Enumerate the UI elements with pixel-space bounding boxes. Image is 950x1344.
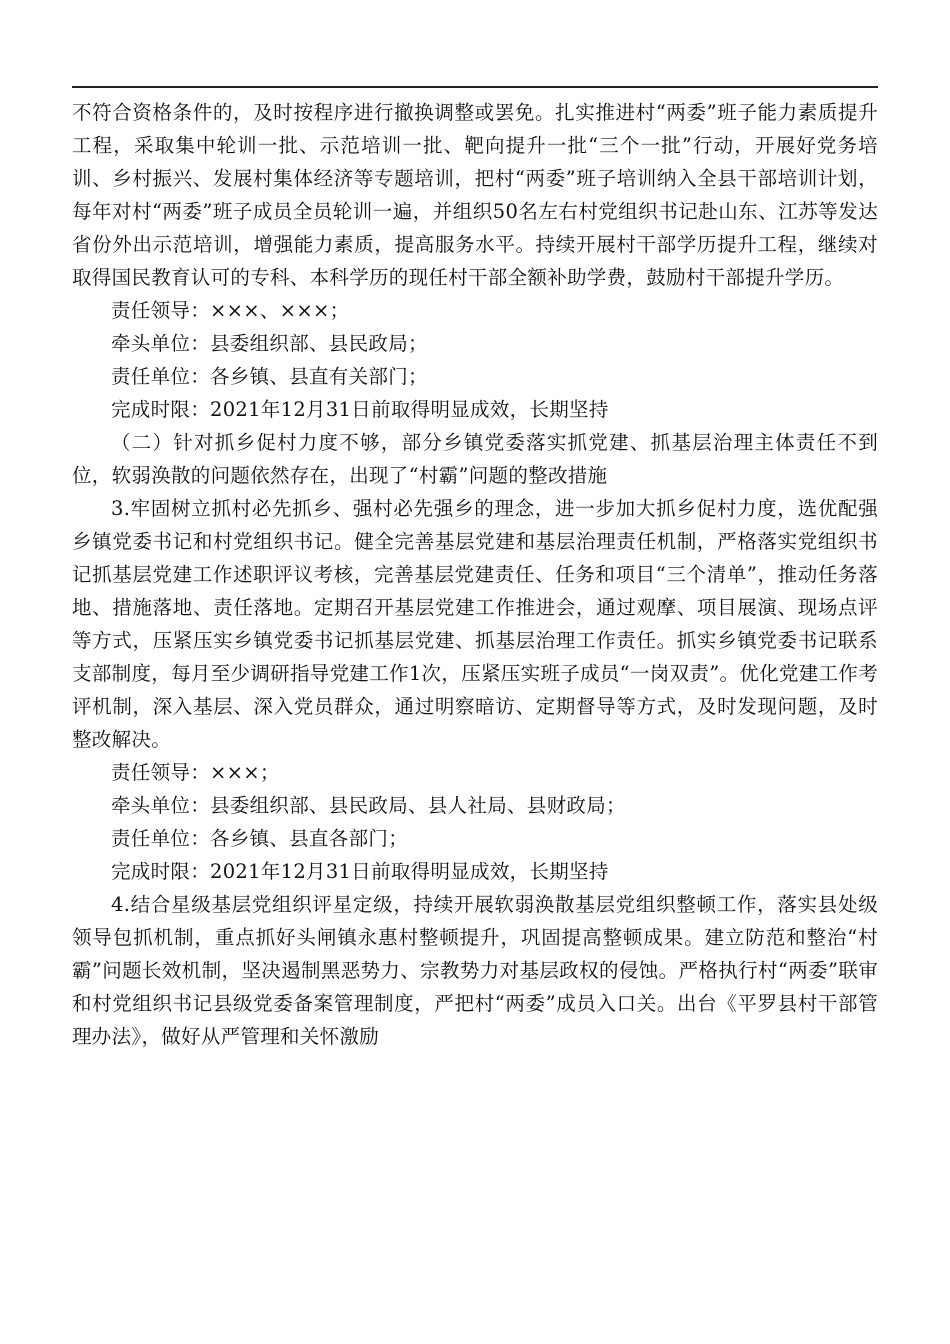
deadline-2: 完成时限：2021年12月31日前取得明显成效，长期坚持 — [111, 860, 609, 883]
paragraph-item-3: 3.牢固树立抓村必先抓乡、强村必先强乡的理念，进一步加大抓乡促村力度，选优配强乡镇党委书记和村党组织书记。健全完善基层党建和基层治理责任机制，严格落实党组织书记抓基层党建工作述职评议考核，完善基层党建责任、任务和项目“三个清单”，推动任务落地、措施落地、责任落地。定期召开基层党建工作推进会，通过观摩、项目展演、现场点评等方式，压紧压实乡镇党委书记抓基层党建、抓基层治理工作责任。抓实乡镇党委书记联系支部制度，每月至少调研指导党建工作1次，压紧压实班子成员“一岗双责”。优化党建工作考评机制，深入基层、深入党员群众，通过明察暗访、定期督导等方式，及时发现问题，及时整改解决。 — [72, 497, 878, 751]
section-heading-2: （二）针对抓乡促村力度不够，部分乡镇党委落实抓党建、抓基层治理主体责任不到位，软弱涣散的问题依然存在，出现了“村霸”问题的整改措施 — [72, 431, 878, 487]
responsible-unit-1: 责任单位：各乡镇、县直有关部门； — [111, 365, 428, 388]
lead-unit-2: 牵头单位：县委组织部、县民政局、县人社局、县财政局； — [111, 794, 626, 817]
paragraph-item-4: 4.结合星级基层党组织评星定级，持续开展软弱涣散基层党组织整顿工作，落实县处级领导包抓机制，重点抓好头闸镇永惠村整顿提升，巩固提高整顿成果。建立防范和整治“村霸”问题长效机制，坚决遏制黑恶势力、宗教势力对基层政权的侵蚀。严格执行村“两委”联审和村党组织书记县级党委备案管理制度，严把村“两委”成员入口关。出台《平罗县村干部管理办法》，做好从严管理和关怀激励 — [72, 893, 878, 1048]
responsible-unit-2: 责任单位：各乡镇、县直各部门； — [111, 827, 409, 850]
header-rule — [72, 86, 878, 88]
document-body — [72, 96, 878, 1053]
deadline-1: 完成时限：2021年12月31日前取得明显成效，长期坚持 — [111, 398, 609, 421]
responsible-leader-1: 责任领导：×××、×××； — [111, 299, 350, 322]
responsible-leader-2: 责任领导：×××； — [111, 761, 280, 784]
lead-unit-1: 牵头单位：县委组织部、县民政局； — [111, 332, 428, 355]
paragraph-qualification: 不符合资格条件的，及时按程序进行撤换调整或罢免。扎实推进村“两委”班子能力素质提升工程，采取集中轮训一批、示范培训一批、靶向提升一批“三个一批”行动，开展好党务培训、乡村振兴、发展村集体经济等专题培训，把村“两委”班子培训纳入全县干部培训计划，每年对村“两委”班子成员全员轮训一遍，并组织50名左右村党组织书记赴山东、江苏等发达省份外出示范培训，增强能力素质，提高服务水平。持续开展村干部学历提升工程，继续对取得国民教育认可的专科、本科学历的现任村干部全额补助学费，鼓励村干部提升学历。 — [72, 101, 878, 289]
